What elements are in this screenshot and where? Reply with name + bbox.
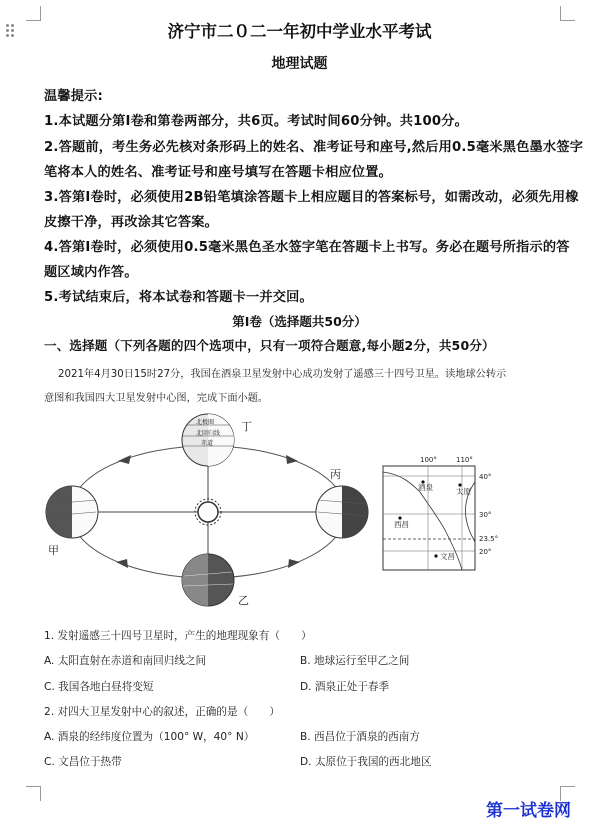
notice-line: 题区域内作答。 — [44, 265, 138, 280]
launch-centers-map — [380, 452, 510, 572]
notice-line: 2.答题前，考生务必先核对条形码上的姓名、准考证号和座号,然后用0.5毫米黑色墨水签字 — [44, 140, 584, 155]
globe-right — [316, 486, 368, 538]
question-2-stem: 2. 对四大卫星发射中心的叙述，正确的是（ ） — [44, 706, 280, 718]
label-ding: 丁 — [241, 420, 252, 433]
place-label: 太原 — [456, 487, 471, 496]
section-heading: 一、选择题（下列各题的四个选项中，只有一项符合题意,每小题2分，共50分） — [44, 338, 495, 353]
globe-bottom — [182, 554, 234, 606]
notice-heading: 温馨提示: — [44, 89, 104, 104]
lon-label: 110° — [456, 456, 473, 464]
place-label: 西昌 — [394, 520, 409, 529]
orbit-arrow-icon — [286, 455, 298, 464]
option-2c[interactable]: C. 文昌位于热带 — [44, 756, 122, 768]
map-frame — [383, 466, 475, 570]
orbit-arrow-icon — [118, 455, 131, 464]
notice-line: 皮擦干净，再改涂其它答案。 — [44, 215, 219, 230]
label-yi: 乙 — [238, 594, 249, 607]
earth-orbit-diagram — [36, 408, 376, 608]
place-label: 酒泉 — [418, 483, 433, 492]
intro-line-2: 意图和我国四大卫星发射中心图，完成下面小题。 — [44, 393, 269, 404]
label-bing: 丙 — [330, 468, 341, 481]
svg-text:北回归线: 北回归线 — [196, 430, 221, 437]
crop-mark-bottom-left — [26, 786, 41, 801]
part-title: 第Ⅰ卷（选择题共50分） — [232, 314, 367, 329]
globe-left — [46, 486, 98, 538]
lat-label: 20° — [479, 548, 492, 556]
notice-line: 笔将本人的姓名、准考证号和座号填写在答题卡相应位置。 — [44, 165, 393, 180]
option-2a[interactable]: A. 酒泉的经纬度位置为（100° W，40° N） — [44, 731, 255, 743]
label-jia: 甲 — [48, 544, 59, 557]
question-1-stem: 1. 发射遥感三十四号卫星时，产生的地理现象有（ ） — [44, 630, 312, 642]
lat-label: 40° — [479, 473, 492, 481]
option-1a[interactable]: A. 太阳直射在赤道和南回归线之间 — [44, 655, 207, 667]
exam-title: 济宁市二０二一年初中学业水平考试 — [167, 22, 432, 41]
notice-line: 5.考试结束后，将本试卷和答题卡一并交回。 — [44, 290, 313, 305]
lon-label: 100° — [420, 456, 437, 464]
notice-line: 3.答第Ⅰ卷时，必须使用2B铅笔填涂答题卡上相应题目的答案标号，如需改动，必须先用橡 — [44, 190, 579, 205]
globe-top — [182, 414, 234, 466]
lat-label: 23.5° — [479, 535, 499, 543]
site-watermark: 第一试卷网 — [486, 801, 571, 821]
sun-icon — [195, 499, 221, 525]
place-label: 文昌 — [440, 552, 455, 561]
option-1d[interactable]: D. 酒泉正处于春季 — [300, 681, 390, 693]
intro-line-1: 2021年4月30日15时27分，我国在酒泉卫星发射中心成功发射了遥感三十四号卫星。读地球公转示 — [58, 369, 507, 380]
place-marker — [434, 554, 437, 557]
option-1c[interactable]: C. 我国各地白昼将变短 — [44, 681, 154, 693]
notice-line: 1.本试题分第Ⅰ卷和第卷两部分，共6页。考试时间60分钟。共100分。 — [44, 114, 469, 129]
svg-text:赤道: 赤道 — [201, 440, 214, 447]
exam-subtitle: 地理试题 — [271, 56, 328, 72]
orbit-arrow-icon — [116, 559, 128, 568]
option-2b[interactable]: B. 西昌位于酒泉的西南方 — [300, 731, 420, 743]
option-1b[interactable]: B. 地球运行至甲乙之间 — [300, 655, 410, 667]
notice-line: 4.答第Ⅰ卷时，必须使用0.5毫米黑色圣水签字笔在答题卡上书写。务必在题号所指示的答 — [44, 240, 570, 255]
svg-text:北极圈: 北极圈 — [196, 419, 215, 426]
option-2d[interactable]: D. 太原位于我国的西北地区 — [300, 756, 432, 768]
lat-label: 30° — [479, 511, 492, 519]
orbit-arrow-icon — [288, 559, 300, 568]
